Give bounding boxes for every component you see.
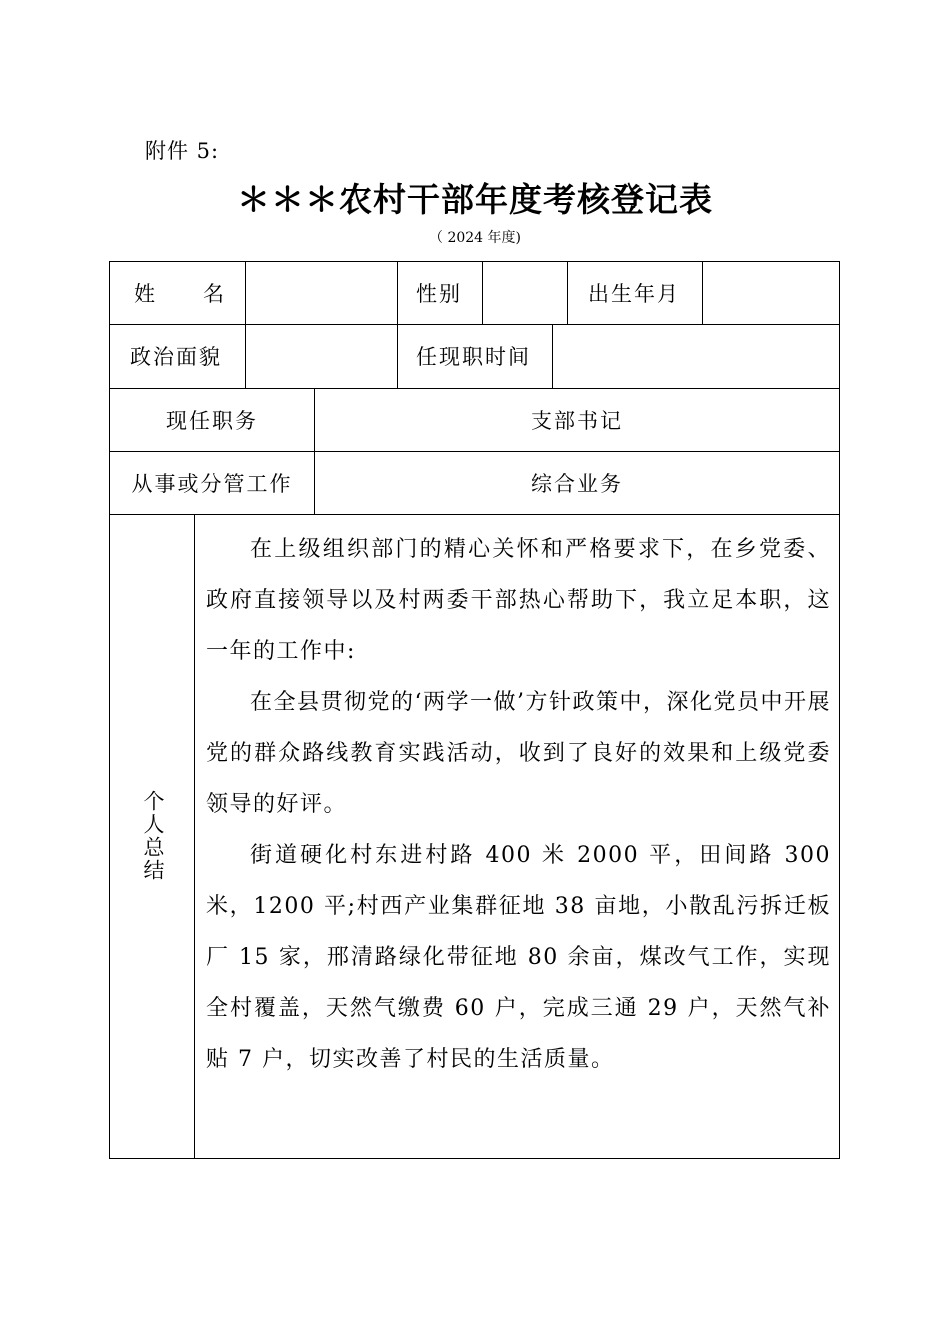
summary-paragraph: 在上级组织部门的精心关怀和严格要求下，在乡党委、政府直接领导以及村两委干部热心帮助下，我立足本职，这一年的工作中:	[206, 537, 831, 664]
gender-label: 性别	[416, 282, 462, 306]
political-status-field[interactable]	[246, 324, 397, 388]
personal-summary-text[interactable]	[206, 524, 831, 1085]
summary-paragraph: 在全县贯彻党的‘两学一做’方针政策中，深化党员中开展党的群众路线教育实践活动，收到了良好的效果和上级党委领导的好评。	[206, 690, 831, 817]
political-status-label: 政治面貌	[130, 345, 222, 369]
tenure-label: 任现职时间	[416, 345, 531, 369]
col-divider	[397, 262, 398, 324]
name-field[interactable]	[246, 262, 397, 324]
col-divider	[567, 262, 568, 324]
personal-summary-label-text: 个人总结	[141, 790, 165, 882]
position-field[interactable]: 支部书记	[531, 408, 623, 433]
birth-date-label: 出生年月	[588, 282, 680, 306]
registration-form	[109, 261, 840, 1159]
row-divider	[110, 514, 839, 515]
personal-summary-label	[110, 514, 195, 1158]
tenure-field[interactable]	[553, 324, 839, 388]
gender-field[interactable]	[483, 262, 567, 324]
name-label: 姓 名	[134, 282, 226, 306]
form-title: ＊＊＊农村干部年度考核登记表	[237, 180, 713, 219]
work-scope-field[interactable]: 综合业务	[531, 471, 623, 496]
position-label: 现任职务	[166, 408, 258, 433]
summary-paragraph: 街道硬化村东进村路 400 米 2000 平，田间路 300 米，1200 平;村西产业集群征地 38 亩地，小散乱污拆迁板厂 15 家，邢清路绿化带征地 80 余亩，煤改气工作，实现全村覆盖，天然气缴费 60 户，完成三通 29 户，天然气补贴 7 户，切实改善了村民的生活质量。	[206, 843, 831, 1072]
birth-date-field[interactable]	[703, 262, 839, 324]
form-year: （ 2024 年度)	[429, 230, 521, 246]
work-scope-label: 从事或分管工作	[131, 471, 293, 496]
col-divider	[397, 324, 398, 388]
attachment-label: 附件 5:	[145, 139, 220, 163]
